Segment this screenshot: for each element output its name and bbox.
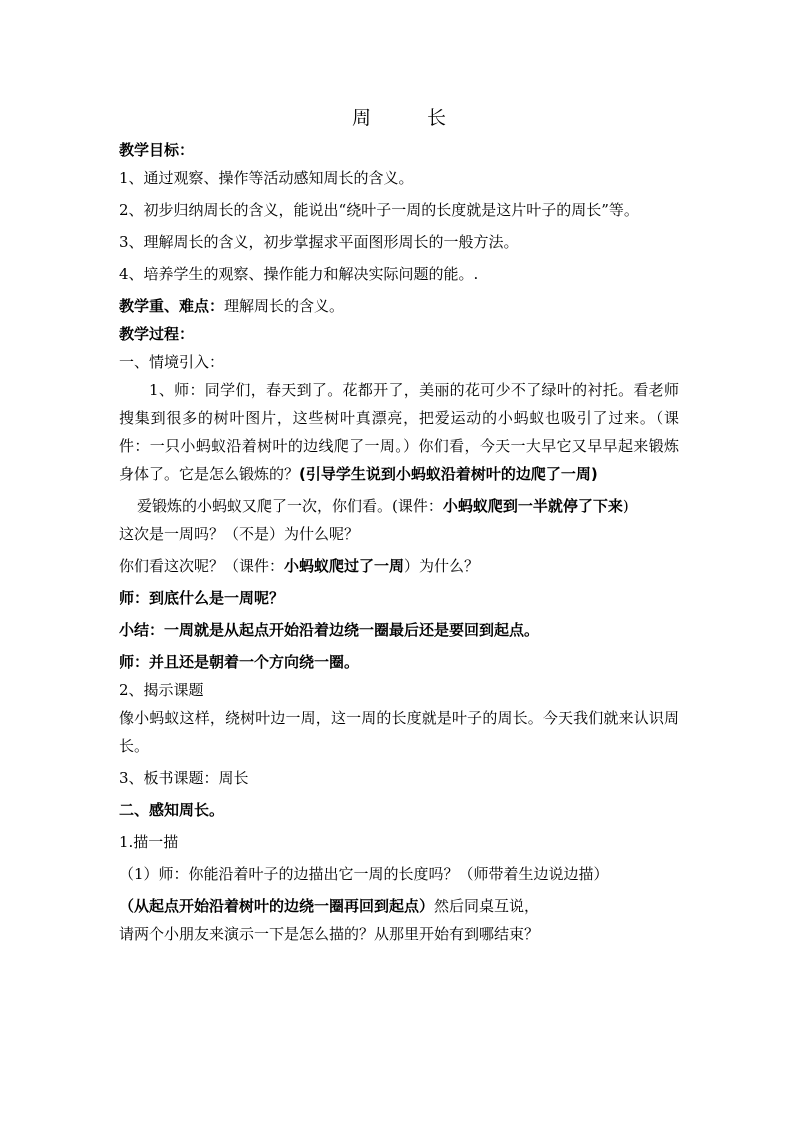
teacher-addition: 师：并且还是朝着一个方向绕一圈。 xyxy=(119,653,360,671)
objective-item-3: 3、理解周长的含义，初步掌握求平面图形周长的一般方法。 xyxy=(119,233,519,251)
paragraph-intro-text: 1、师：同学们，春天到了。花都开了，美丽的花可少不了绿叶的衬托。看老师搜集到很多的树叶图片，这些树叶真漂亮，把爱运动的小蚂蚁也吸引了过来。（课件：一只小蚂蚁沿着树叶的边线爬了一周。）你们看，今天一大早它又早早起来锻炼身体了。它是怎么锻炼的？ xyxy=(119,381,679,483)
section-1-heading: 一、情境引入： xyxy=(119,353,225,371)
key-points-text: 理解周长的含义。 xyxy=(224,297,345,315)
trace-question-1: （1）师：你能沿着叶子的边描出它一周的长度吗？（师带着生边说边描） xyxy=(119,865,609,883)
question-full-end: ）为什么？ xyxy=(404,557,480,575)
key-points xyxy=(119,292,679,320)
teacher-question: 师：到底什么是一周呢？ xyxy=(119,589,285,607)
objective-item-1: 1、通过观察、操作等活动感知周长的含义。 xyxy=(119,169,414,187)
paragraph-ant-half xyxy=(119,492,679,520)
part-2-heading: 二、感知周长。 xyxy=(119,801,225,819)
subsection-trace: 1.描一描 xyxy=(119,833,179,851)
question-full-bold: 小蚂蚁爬过了一周 xyxy=(284,557,405,575)
objective-item-2: 2、初步归纳周长的含义，能说出“绕叶子一周的长度就是这片叶子的周长”等。 xyxy=(119,201,639,219)
objectives-heading: 教学目标： xyxy=(119,141,195,159)
page-title xyxy=(119,104,679,132)
paragraph-intro xyxy=(119,376,679,488)
trace-instruction-bold: （从起点开始沿着树叶的边绕一圈再回到起点） xyxy=(119,897,435,915)
document-body xyxy=(119,104,679,948)
title-char-1: 周 xyxy=(351,107,371,129)
question-full-start: 你们看这次呢？（课件： xyxy=(119,557,285,575)
paragraph-topic: 像小蚂蚁这样，绕树叶边一周，这一周的长度就是叶子的周长。今天我们就来认识周长。 xyxy=(119,709,679,755)
title-char-2: 长 xyxy=(427,107,447,129)
summary: 小结：一周就是从起点开始沿着边绕一圈最后还是要回到起点。 xyxy=(119,621,540,639)
section-3-heading: 3、板书课题：周长 xyxy=(119,769,249,787)
paragraph-intro-bold: (引导学生说到小蚂蚁沿着树叶的边爬了一周) xyxy=(299,465,598,483)
trace-question-2: 请两个小朋友来演示一下是怎么描的？从那里开始有到哪结束？ xyxy=(119,925,540,943)
question-full xyxy=(119,552,679,580)
trace-instruction xyxy=(119,892,679,920)
question-not-full: 这次是一周吗？（不是）为什么呢？ xyxy=(119,525,360,543)
paragraph-ant-half-end: ) xyxy=(622,497,629,515)
paragraph-ant-half-text: 爱锻炼的小蚂蚁又爬了一次，你们看。(课件： xyxy=(137,497,443,515)
trace-instruction-end: 然后同桌互说， xyxy=(434,897,540,915)
process-heading: 教学过程： xyxy=(119,325,195,343)
section-2-heading: 2、揭示课题 xyxy=(119,681,204,699)
paragraph-ant-half-bold: 小蚂蚁爬到一半就停了下来 xyxy=(442,497,623,515)
key-points-label: 教学重、难点： xyxy=(119,297,225,315)
objective-item-4: 4、培养学生的观察、操作能力和解决实际问题的能。. xyxy=(119,265,479,283)
